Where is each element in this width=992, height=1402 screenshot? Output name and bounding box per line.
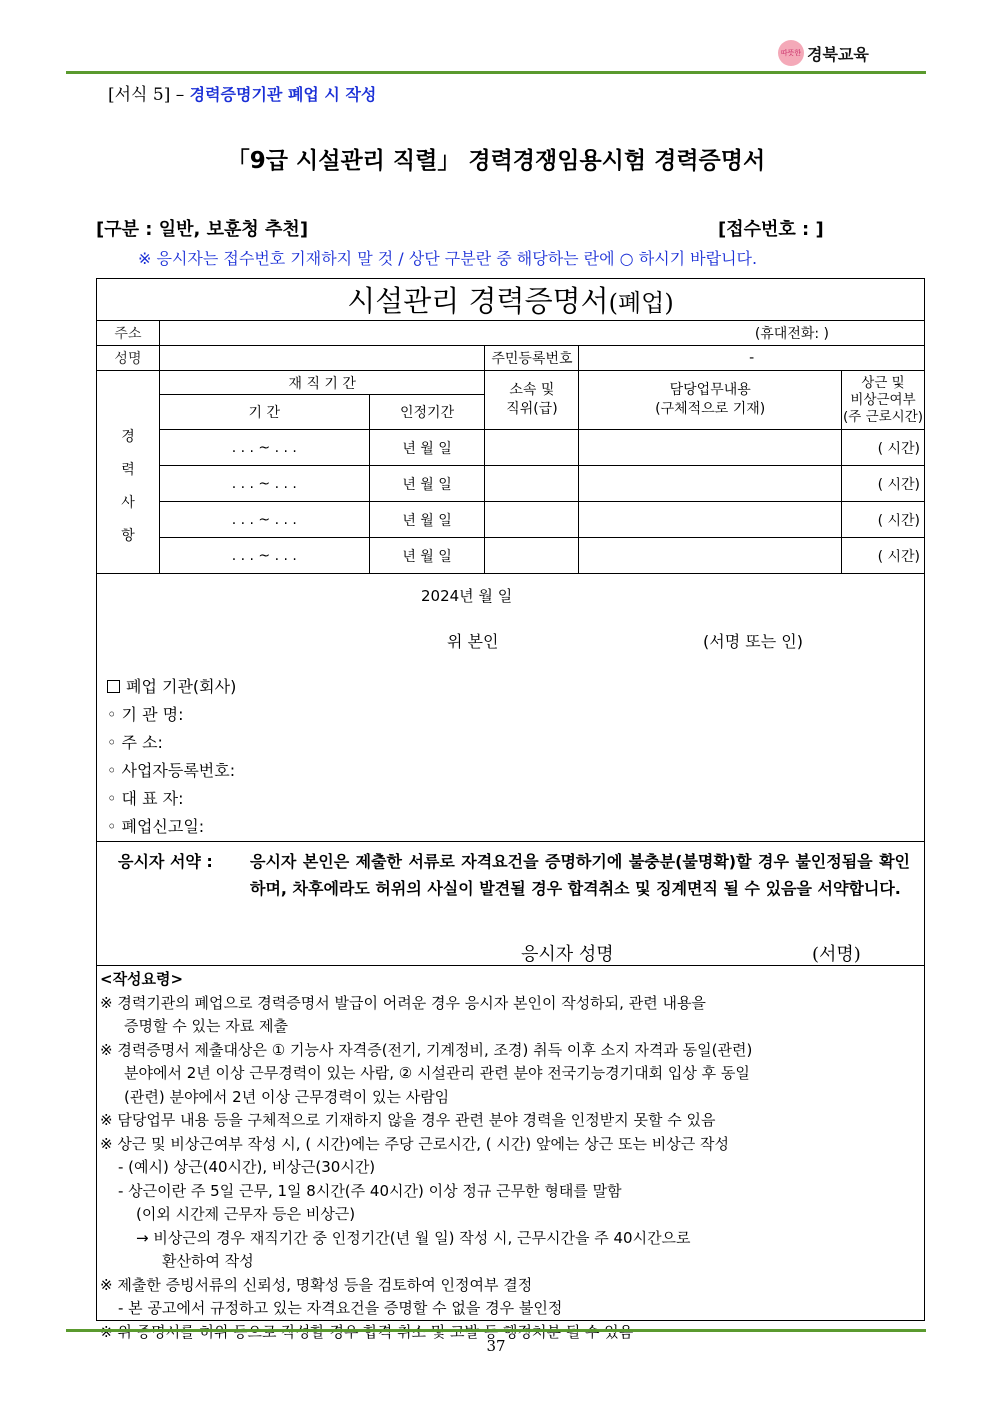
hours-cell[interactable]: ( 시간) <box>842 538 925 574</box>
bottom-green-rule <box>66 1329 926 1332</box>
closure-date-field[interactable]: ◦ 폐업신고일: <box>107 817 205 836</box>
page-number: 37 <box>486 1337 506 1355</box>
affiliation-cell[interactable] <box>485 466 579 502</box>
guide-line: → 비상근의 경우 재직기간 중 인정기간(년 월 일) 작성 시, 근무시간을 주 40시간으로 <box>136 1228 691 1247</box>
logo-mark: 따뜻한 <box>778 40 804 66</box>
logo <box>778 40 869 66</box>
fulltime-header: 상근 및 비상근여부 (주 근로시간) <box>842 371 925 430</box>
phone-label: (휴대전화: ) <box>754 326 829 342</box>
date-line: 2024년 월 일 <box>421 587 513 605</box>
duties-cell[interactable] <box>579 502 842 538</box>
affiliation-cell[interactable] <box>485 538 579 574</box>
representative-field[interactable]: ◦ 대 표 자: <box>107 789 184 808</box>
career-label: 경 력 사 항 <box>97 371 160 574</box>
guide-line: ※ 상근 및 비상근여부 작성 시, ( 시간)에는 주당 근로시간, ( 시간) 앞에는 상근 또는 비상근 작성 <box>100 1134 729 1153</box>
business-reg-field[interactable]: ◦ 사업자등록번호: <box>107 761 236 780</box>
org-name-field[interactable]: ◦ 기 관 명: <box>107 705 184 724</box>
applicant-sign-label: 응시자 성명 <box>521 944 614 965</box>
name-label: 성명 <box>97 346 160 371</box>
signer-label: 위 본인 <box>447 632 499 651</box>
hours-cell[interactable]: ( 시간) <box>842 466 925 502</box>
recognized-period-header: 인정기간 <box>369 395 485 430</box>
period-cell[interactable]: . . . ~ . . . <box>159 430 369 466</box>
address-field[interactable] <box>159 321 924 346</box>
duties-cell[interactable] <box>579 430 842 466</box>
writing-guide <box>100 968 922 1344</box>
address-label: 주소 <box>97 321 160 346</box>
form-code: [서식 5] – <box>108 85 185 105</box>
name-field[interactable] <box>159 346 485 371</box>
affiliation-cell[interactable] <box>485 430 579 466</box>
period-cell[interactable]: . . . ~ . . . <box>159 538 369 574</box>
career-row <box>97 502 925 538</box>
guide-line: 환산하여 작성 <box>162 1252 254 1270</box>
form-heading: 시설관리 경력증명서(폐업) <box>97 279 925 321</box>
logo-text: 경북교육 <box>807 44 869 64</box>
period-header: 기 간 <box>159 395 369 430</box>
applicant-sign-mark[interactable]: (서명) <box>812 944 861 965</box>
guide-line: - 상근이란 주 5일 근무, 1일 8시간(주 40시간) 이상 정규 근무한 형태를 말함 <box>118 1181 622 1200</box>
receipt-number-label: [접수번호 : ] <box>718 219 824 240</box>
guide-line: (이외 시간제 근무자 등은 비상근) <box>136 1205 356 1223</box>
signer-mark: (서명 또는 인) <box>703 632 803 651</box>
career-row <box>97 466 925 502</box>
rrn-label: 주민등록번호 <box>485 346 579 371</box>
affiliation-header: 소속 및 직위(급) <box>485 371 579 430</box>
duties-cell[interactable] <box>579 538 842 574</box>
affiliation-cell[interactable] <box>485 502 579 538</box>
rrn-field[interactable]: - <box>579 346 925 371</box>
closed-org-header: 폐업 기관(회사) <box>107 674 236 697</box>
divider <box>96 841 925 842</box>
career-row <box>97 538 925 574</box>
pledge-body: 응시자 본인은 제출한 서류로 자격요건을 증명하기에 불충분(불명확)할 경우 불인정됨을 확인하며, 차후에라도 허위의 사실이 발견될 경우 합격취소 및 징계면직 될 수 있음을 서약합니다. <box>250 852 910 898</box>
recognized-cell[interactable]: 년 월 일 <box>369 538 485 574</box>
guide-line: 증명할 수 있는 자료 제출 <box>124 1017 288 1035</box>
form-label <box>108 80 376 105</box>
category-label: [구분 : 일반, 보훈청 추천] <box>96 219 309 240</box>
checkbox-icon[interactable] <box>107 680 120 693</box>
career-row <box>97 430 925 466</box>
guide-line: ※ 경력증명서 제출대상은 ① 기능사 자격증(전기, 기계정비, 조경) 취득 이후 소지 자격과 동일(관련) <box>100 1040 753 1059</box>
guide-line: 분야에서 2년 이상 근무경력이 있는 사람, ② 시설관리 관련 분야 전국기능경기대회 입상 후 동일 <box>124 1064 750 1082</box>
guide-line: - 본 공고에서 규정하고 있는 자격요건을 증명할 수 없을 경우 불인정 <box>118 1299 563 1317</box>
recognized-cell[interactable]: 년 월 일 <box>369 502 485 538</box>
duties-cell[interactable] <box>579 466 842 502</box>
applicant-notice: ※ 응시자는 접수번호 기재하지 말 것 / 상단 구분란 중 해당하는 란에 ○ 하시기 바랍니다. <box>138 249 758 268</box>
employment-period-header: 재 직 기 간 <box>159 371 485 395</box>
guide-line: ※ 경력기관의 폐업으로 경력증명서 발급이 어려운 경우 응시자 본인이 작성하되, 관련 내용을 <box>100 993 706 1012</box>
duties-header: 담당업무내용 (구체적으로 기재) <box>579 371 842 430</box>
divider <box>96 965 925 966</box>
top-green-rule <box>66 71 926 74</box>
hours-cell[interactable]: ( 시간) <box>842 502 925 538</box>
document-title: 「9급 시설관리 직렬」 경력경쟁임용시험 경력증명서 <box>226 148 766 174</box>
period-cell[interactable]: . . . ~ . . . <box>159 502 369 538</box>
period-cell[interactable]: . . . ~ . . . <box>159 466 369 502</box>
recognized-cell[interactable]: 년 월 일 <box>369 430 485 466</box>
recognized-cell[interactable]: 년 월 일 <box>369 466 485 502</box>
pledge-title: 응시자 서약 : <box>118 852 213 871</box>
guide-line: ※ 담당업무 내용 등을 구체적으로 기재하지 않을 경우 관련 분야 경력을 인정받지 못할 수 있음 <box>100 1111 716 1129</box>
guide-line: (관련) 분야에서 2년 이상 근무경력이 있는 사람임 <box>124 1087 450 1106</box>
org-address-field[interactable]: ◦ 주 소: <box>107 733 163 752</box>
guide-line: ※ 제출한 증빙서류의 신뢰성, 명확성 등을 검토하여 인정여부 결정 <box>100 1275 533 1294</box>
guide-line: - (예시) 상근(40시간), 비상근(30시간) <box>118 1158 376 1176</box>
hours-cell[interactable]: ( 시간) <box>842 430 925 466</box>
form-description: 경력증명기관 폐업 시 작성 <box>189 85 377 104</box>
guide-title: <작성요령> <box>100 970 184 988</box>
certificate-table <box>96 278 925 574</box>
